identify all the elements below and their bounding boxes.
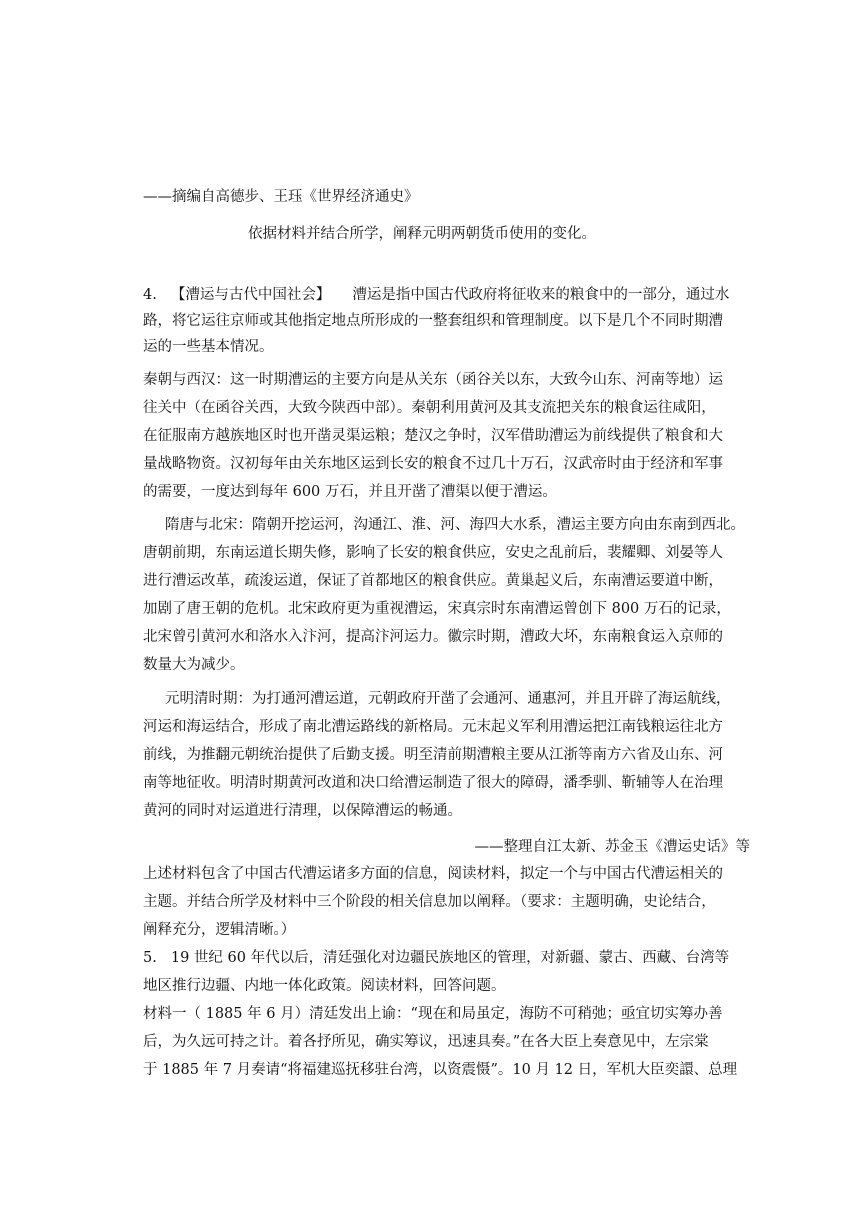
- q4-source-citation: ——整理自江太新、苏金玉《漕运史话》等: [474, 839, 750, 855]
- q4-para2-line: 北宋曾引黄河水和洛水入汴河，提高汴河运力。徽宗时期，漕政大坏，东南粮食运入京师的: [143, 629, 723, 645]
- q4-task-line: 阐释充分，逻辑清晰。）: [143, 922, 296, 938]
- q3-instruction: 依据材料并结合所学，阐释元明两朝货币使用的变化。: [248, 226, 596, 242]
- q5-intro-text: 19 世纪 60 年代以后，清廷强化对边疆民族地区的管理，对新疆、蒙古、西藏、台湾等: [170, 950, 730, 966]
- q5-number: 5.: [143, 950, 157, 966]
- q4-para3-line: 南等地征收。明清时期黄河改道和决口给漕运制造了很大的障碍，潘季驯、靳辅等人在治理: [143, 775, 723, 791]
- q4-para2-line: 数量大为减少。: [143, 657, 245, 673]
- q4-para1-line: 在征服南方越族地区时也开凿灵渠运粮；楚汉之争时，汉军借助漕运为前线提供了粮食和大: [143, 428, 723, 444]
- q4-para3-line: 前线，为推翻元朝统治提供了后勤支援。明至清前期漕粮主要从江浙等南方六省及山东、河: [143, 747, 723, 763]
- q4-para2-line: 唐朝前期，东南运道长期失修，影响了长安的粮食供应，安史之乱前后，裴耀卿、刘晏等人: [143, 545, 723, 561]
- q4-para3-line: 元明清时期：为打通河漕运道，元朝政府开凿了会通河、通惠河，并且开辟了海运航线，: [165, 691, 731, 707]
- q4-task-line: 上述材料包含了中国古代漕运诸多方面的信息，阅读材料，拟定一个与中国古代漕运相关的: [143, 866, 723, 882]
- q4-para1-line: 往关中（在函谷关西，大致今陕西中部）。秦朝利用黄河及其支流把关东的粮食运往咸阳，: [143, 400, 716, 416]
- q4-intro-text: 漕运是指中国古代政府将征收来的粮食中的一部分，通过水: [352, 287, 730, 303]
- q5-material1-line: 于 1885 年 7 月奏请“将福建巡抚移驻台湾，以资震慑”。10 月 12 日，军机大臣奕譞、总理: [143, 1062, 738, 1078]
- q5-intro-line: 地区推行边疆、内地一体化政策。阅读材料，回答问题。: [143, 978, 506, 994]
- q4-intro-line: [143, 284, 750, 306]
- q4-para3-line: 河运和海运结合，形成了南北漕运路线的新格局。元末起义军利用漕运把江南钱粮运往北方: [143, 719, 723, 735]
- q4-para1-line: 秦朝与西汉：这一时期漕运的主要方向是从关东（函谷关以东，大致今山东、河南等地）运: [143, 372, 723, 388]
- q4-task-line: 主题。并结合所学及材料中三个阶段的相关信息加以阐释。（要求：主题明确，史论结合，: [143, 894, 716, 910]
- q4-number: 4.: [143, 287, 157, 303]
- q4-para1-line: 的需要，一度达到每年 600 万石，并且开凿了漕渠以便于漕运。: [143, 484, 557, 500]
- q4-para1-line: 量战略物资。汉初每年由关东地区运到长安的粮食不过几十万石，汉武帝时由于经济和军事: [143, 456, 723, 472]
- q5-material1-line: 后，为久远可持之计。着各抒所见，确实筹议，迅速具奏。”在各大臣上奏意见中，左宗棠: [143, 1034, 709, 1050]
- q4-para2-line: 进行漕运改革，疏浚运道，保证了首都地区的粮食供应。黄巢起义后，东南漕运要道中断，: [143, 573, 723, 589]
- q3-source-citation: ——摘编自高德步、王珏《世界经济通史》: [143, 189, 419, 205]
- q4-para3-line: 黄河的同时对运道进行清理，以保障漕运的畅通。: [143, 803, 462, 819]
- q4-tag: 【漕运与古代中国社会】: [170, 287, 331, 303]
- q4-para2-line: 隋唐与北宋：隋朝开挖运河，沟通江、淮、河、海四大水系，漕运主要方向由东南到西北。: [165, 517, 745, 533]
- q4-intro-line: 路，将它运往京师或其他指定地点所形成的一整套组织和管理制度。以下是几个不同时期漕: [143, 313, 723, 329]
- q5-material1-line: 材料一（ 1885 年 6 月）清廷发出上谕：“现在和局虽定，海防不可稍弛；亟宜切实筹办善: [143, 1006, 723, 1022]
- q4-intro-line: 运的一些基本情况。: [143, 339, 274, 355]
- q5-intro-line: [143, 947, 750, 969]
- q4-para2-line: 加剧了唐王朝的危机。北宋政府更为重视漕运，宋真宗时东南漕运曾创下 800 万石的记录，: [143, 601, 731, 617]
